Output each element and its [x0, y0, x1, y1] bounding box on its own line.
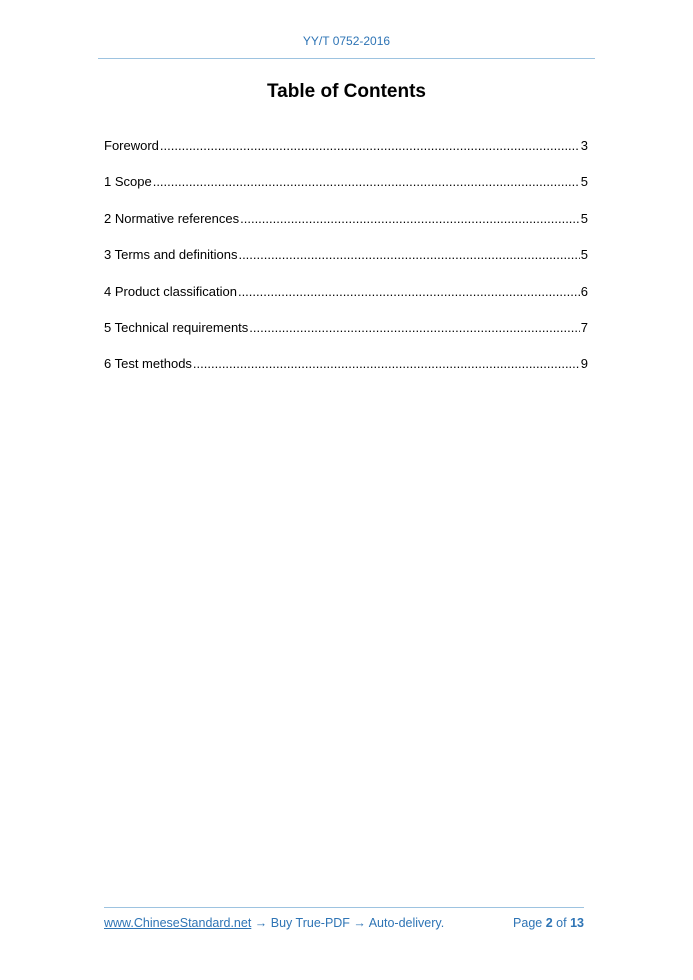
- toc-dot-leader: [240, 211, 580, 227]
- toc-entry-foreword[interactable]: [104, 138, 588, 174]
- toc-entry-normative-references[interactable]: [104, 211, 588, 247]
- of-word: of: [556, 916, 567, 930]
- toc-entry-technical-requirements[interactable]: [104, 320, 588, 356]
- toc-entry-scope[interactable]: [104, 174, 588, 210]
- table-of-contents: [104, 138, 588, 393]
- current-page-number: 2: [545, 916, 553, 930]
- toc-entry-label: Foreword: [104, 138, 159, 153]
- toc-entry-page: 7: [580, 319, 588, 335]
- toc-entry-label: 1 Scope: [104, 174, 152, 190]
- toc-entry-label: 4 Product classification: [104, 283, 237, 299]
- toc-entry-label: 3 Terms and definitions: [104, 247, 238, 263]
- promo-text: → Buy True-PDF → Auto-delivery.: [251, 916, 445, 930]
- toc-dot-leader: [249, 320, 579, 336]
- page-indicator: [513, 916, 584, 930]
- page-word: Page: [513, 916, 543, 930]
- toc-entry-page: 5: [580, 174, 588, 190]
- page-title: Table of Contents: [266, 81, 427, 102]
- toc-dot-leader: [160, 138, 580, 154]
- toc-entry-page: 5: [580, 210, 588, 226]
- total-pages: 13: [570, 916, 584, 930]
- toc-entry-page: 3: [580, 138, 588, 153]
- toc-entry-page: 5: [580, 247, 588, 263]
- toc-entry-terms-and-definitions[interactable]: [104, 247, 588, 283]
- footer-promo: [104, 916, 444, 930]
- footer-divider: [104, 907, 584, 908]
- toc-entry-page: 9: [580, 356, 588, 372]
- toc-dot-leader: [193, 356, 580, 372]
- website-link[interactable]: www.ChineseStandard.net: [104, 916, 252, 930]
- toc-entry-label: 5 Technical requirements: [104, 319, 249, 335]
- toc-entry-test-methods[interactable]: [104, 356, 588, 392]
- toc-dot-leader: [238, 247, 579, 263]
- header-divider: [98, 58, 595, 59]
- toc-entry-product-classification[interactable]: [104, 284, 588, 320]
- toc-entry-page: 6: [580, 283, 588, 299]
- toc-dot-leader: [238, 284, 580, 300]
- toc-dot-leader: [153, 174, 580, 190]
- toc-entry-label: 6 Test methods: [104, 356, 192, 372]
- standard-code: YY/T 0752-2016: [302, 34, 391, 48]
- document-header: [98, 34, 595, 48]
- toc-entry-label: 2 Normative references: [104, 210, 240, 226]
